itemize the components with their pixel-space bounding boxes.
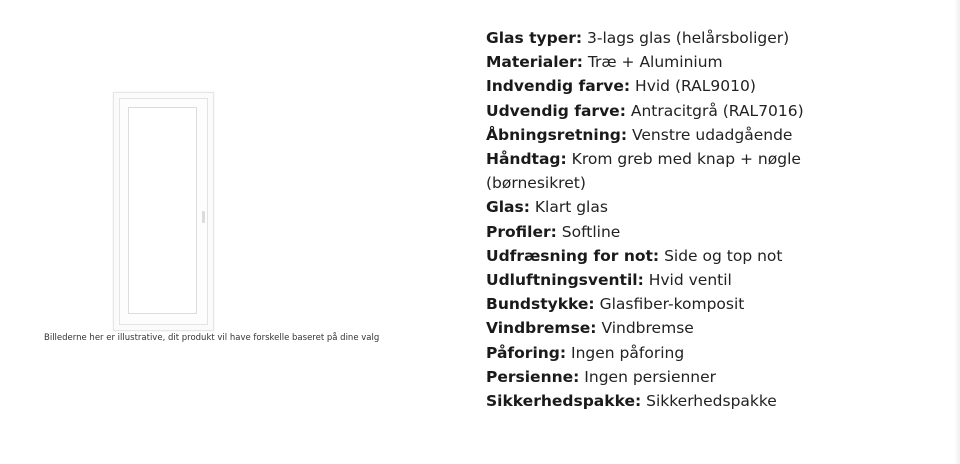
spec-label: Bundstykke: [486, 295, 595, 314]
spec-abningsretning [486, 123, 826, 147]
spec-label: Udluftningsventil: [486, 271, 644, 290]
spec-glas-typer [486, 26, 826, 50]
spec-handtag [486, 147, 826, 195]
spec-indvendig-farve [486, 74, 826, 98]
spec-label: Vindbremse: [486, 319, 597, 338]
spec-value: Sikkerhedspakke [646, 392, 777, 411]
spec-persienne [486, 365, 826, 389]
spec-label: Åbningsretning: [486, 125, 628, 144]
spec-label: Udvendig farve: [486, 101, 626, 120]
door-illustration [113, 92, 214, 331]
spec-value: 3-lags glas (helårsboliger) [587, 29, 790, 47]
spec-label: Påforing: [486, 343, 567, 362]
spec-paforing [486, 341, 826, 365]
spec-value: Vindbremse [601, 319, 694, 338]
spec-label: Håndtag: [486, 150, 567, 169]
spec-profiler [486, 220, 826, 244]
spec-label: Persienne: [486, 367, 580, 386]
spec-udfraesning [486, 244, 826, 268]
spec-value: Ingen påforing [571, 343, 685, 362]
spec-label: Profiler: [486, 222, 557, 241]
spec-udvendig-farve [486, 99, 826, 123]
door-sash [119, 98, 208, 325]
spec-value: Antracitgrå (RAL7016) [630, 101, 804, 120]
spec-sikkerhedspakke [486, 389, 826, 413]
spec-value: Venstre udadgående [631, 125, 793, 144]
spec-value: Ingen persienner [584, 367, 717, 386]
spec-label: Indvendig farve: [486, 77, 631, 96]
spec-label: Glas typer: [486, 29, 583, 47]
image-caption: Billederne her er illustrative, dit produkt vil have forskelle baseret på dine valg [44, 333, 380, 343]
spec-list [486, 26, 826, 413]
spec-label: Glas: [486, 198, 530, 217]
spec-value: Krom greb med knap + nøgle (børnesikret) [486, 150, 801, 193]
spec-value: Klart glas [534, 198, 608, 217]
spec-label: Materialer: [486, 53, 583, 72]
door-glass-pane [128, 107, 197, 314]
spec-vindbremse [486, 316, 826, 340]
spec-label: Udfræsning for not: [486, 246, 660, 265]
spec-value: Træ + Aluminium [587, 53, 723, 72]
spec-value: Hvid (RAL9010) [635, 77, 756, 96]
door-handle-icon [202, 211, 205, 223]
spec-glas [486, 195, 826, 219]
spec-value: Hvid ventil [648, 271, 732, 290]
spec-bundstykke [486, 292, 826, 316]
spec-value: Side og top not [664, 246, 783, 265]
page-edge [954, 0, 960, 464]
spec-materialer [486, 50, 826, 74]
spec-value: Softline [561, 222, 621, 241]
spec-value: Glasfiber-komposit [599, 295, 745, 314]
spec-label: Sikkerhedspakke: [486, 392, 642, 411]
spec-udluftningsventil [486, 268, 826, 292]
